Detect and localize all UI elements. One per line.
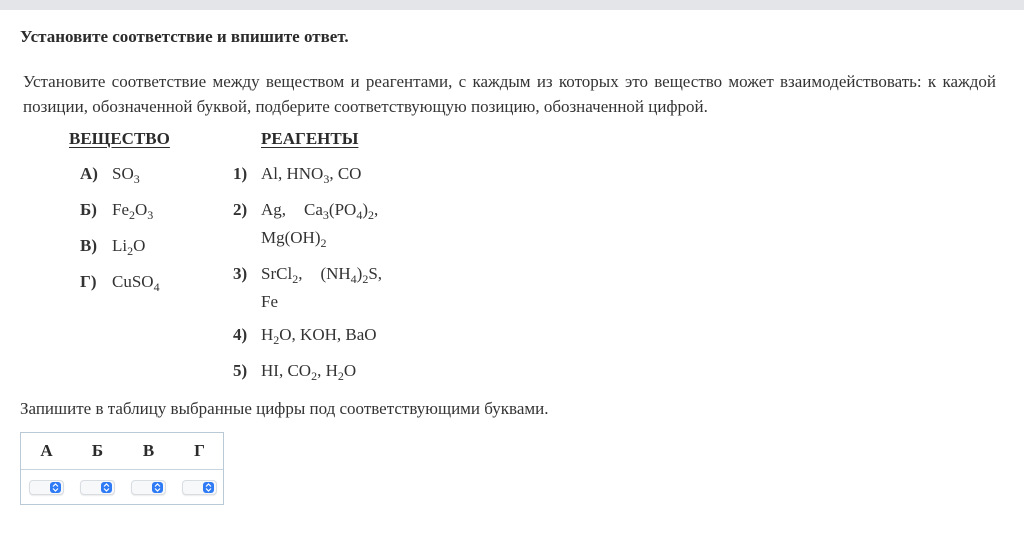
reagent-text: Al, $HNO_3$, CO <box>261 164 362 186</box>
answer-select-v[interactable] <box>131 480 166 495</box>
substance-formula: $SO_3$ <box>112 164 140 186</box>
answer-column-header: Г <box>194 441 205 460</box>
substance-label: Г) <box>80 272 97 291</box>
reagent-text: SrCl$_2$, $(NH_4)_2S$, Fe <box>261 264 383 311</box>
answer-column-header: Б <box>91 441 104 460</box>
up-down-chevron-icon <box>50 482 61 493</box>
answer-column-header: В <box>142 441 155 460</box>
reagent-label: 4) <box>233 325 248 344</box>
substance-column-header: ВЕЩЕСТВО <box>69 129 170 148</box>
reagent-label: 5) <box>233 361 248 380</box>
substance-formula: $Fe_2O_3$ <box>112 200 154 222</box>
substance-label: В) <box>80 236 97 255</box>
reagent-text: Ag, $Ca_3(PO_4)_2$, $Mg(OH)_2$ <box>261 200 379 250</box>
answer-select-g[interactable] <box>182 480 217 495</box>
reagent-text: HI, $CO_2$, $H_2O$ <box>261 361 357 383</box>
substance-label: А) <box>80 164 98 183</box>
answer-cell <box>21 470 72 504</box>
answer-instruction: Запишите в таблицу выбранные цифры под соответствующими буквами. <box>20 399 549 418</box>
answer-table <box>20 432 224 505</box>
reagent-text: $H_2O$, KOH, BaO <box>261 325 377 347</box>
reagent-label: 3) <box>233 264 248 283</box>
substance-formula: CuSO$_4$ <box>112 272 160 294</box>
answer-select-a[interactable] <box>29 480 64 495</box>
up-down-chevron-icon <box>203 482 214 493</box>
reagent-label: 1) <box>233 164 248 183</box>
reagents-column-header: РЕАГЕНТЫ <box>261 129 359 148</box>
answer-cell <box>174 470 225 504</box>
up-down-chevron-icon <box>101 482 112 493</box>
substance-formula: $Li_2O$ <box>112 236 146 258</box>
answer-cell <box>123 470 174 504</box>
task-heading: Установите соответствие и впишите ответ. <box>20 27 349 46</box>
task-instructions: Установите соответствие между веществом и реагентами, с каждым из которых это вещество может взаимодействовать: к каждой позиции, обозначенной буквой, подберите соответствующую позицию, обозначенной цифрой. <box>23 72 996 116</box>
answer-cell <box>72 470 123 504</box>
answer-select-b[interactable] <box>80 480 115 495</box>
up-down-chevron-icon <box>152 482 163 493</box>
reagent-label: 2) <box>233 200 248 219</box>
substance-label: Б) <box>80 200 97 219</box>
answer-column-header: А <box>40 441 53 460</box>
